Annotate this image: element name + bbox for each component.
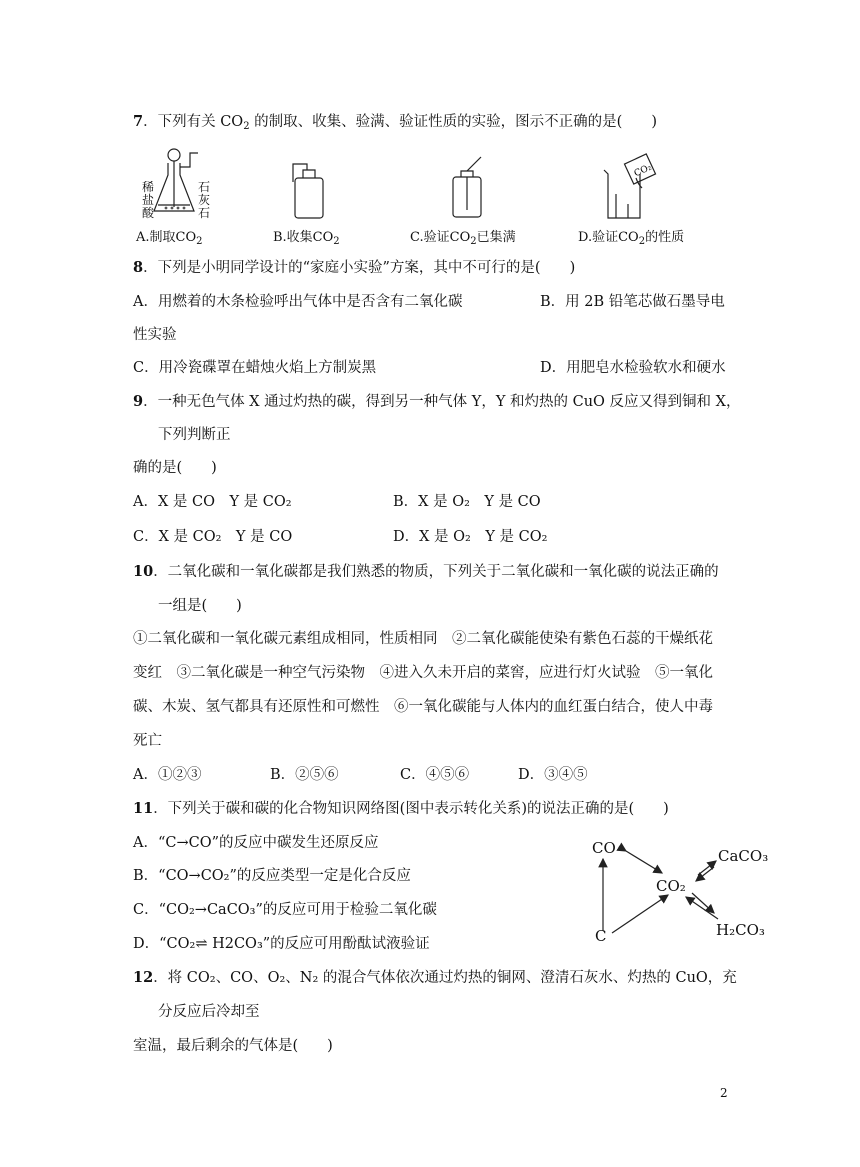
arrow-h2co3-to-co2	[686, 897, 718, 919]
q7-sub: 2	[243, 121, 250, 132]
q7-stem-post: 的制取、收集、验满、验证性质的实验，图示不正确的是( )	[249, 114, 657, 130]
fig-a-left-label	[142, 181, 154, 220]
arrow-c-to-co2	[612, 895, 668, 933]
fig-d-caption	[578, 226, 684, 245]
fig-c-caption-sub: 2	[470, 236, 477, 247]
fig-b-caption	[273, 226, 340, 245]
q9-stem-2: 下列判断正	[158, 427, 231, 443]
fig-a-left-2: 盐	[142, 193, 155, 207]
q8-number: 8	[133, 259, 144, 276]
q10-option-b: B．②⑤⑥	[270, 767, 339, 783]
q10-body-2: 变红 ③二氧化碳是一种空气污染物 ④进入久未开启的菜窖，应进行灯火试验 ⑤一氧化	[133, 665, 713, 681]
q10-option-c: C．④⑤⑥	[400, 767, 470, 783]
fig-a-left-1: 稀	[142, 180, 155, 194]
node-c: C	[595, 927, 607, 945]
q11-stem	[133, 799, 669, 819]
q11-option-c: C．“CO₂→CaCO₃”的反应可用于检验二氧化碳	[133, 902, 437, 918]
q7-number: 7	[133, 113, 144, 130]
fig-a-right-label	[198, 181, 210, 220]
q11-stem-text: ．下列关于碳和碳的化合物知识网络图(图中表示转化关系)的说法正确的是( )	[153, 801, 669, 817]
q10-option-a: A．①②③	[133, 767, 202, 783]
q12-stem-3: 室温，最后剩余的气体是( )	[133, 1038, 333, 1054]
figure-b-bottle	[285, 160, 335, 220]
q11-number: 11	[133, 800, 154, 817]
q10-stem-text: ．二氧化碳和一氧化碳都是我们熟悉的物质，下列关于二氧化碳和一氧化碳的说法正确的	[153, 564, 719, 580]
q7-stem	[133, 112, 657, 132]
page-number: 2	[720, 1086, 728, 1100]
figure-c-bottle	[443, 155, 493, 220]
fig-a-left-3: 酸	[142, 206, 155, 220]
fig-d-caption-text: D.验证CO	[578, 230, 639, 245]
node-h2co3: H₂CO₃	[716, 921, 765, 939]
node-co: CO	[592, 839, 616, 857]
fig-b-caption-text: B.收集CO	[273, 230, 334, 245]
q8-option-b-cont: 性实验	[133, 327, 177, 343]
fig-a-caption	[136, 226, 203, 245]
q10-option-d: D．③④⑤	[518, 767, 588, 783]
q9-option-d: D．X 是 O₂ Y 是 CO₂	[393, 529, 548, 545]
q10-stem-2: 一组是( )	[158, 598, 242, 614]
carbon-network-diagram	[590, 835, 780, 945]
q10-body-4: 死亡	[133, 733, 162, 749]
q10-stem	[133, 562, 719, 582]
q9-option-b: B．X 是 O₂ Y 是 CO	[393, 494, 541, 510]
q8-stem	[133, 258, 575, 278]
q8-stem-text: ．下列是小明同学设计的“家庭小实验”方案，其中不可行的是( )	[143, 260, 576, 276]
q11-option-b: B．“CO→CO₂”的反应类型一定是化合反应	[133, 868, 411, 884]
q10-number: 10	[133, 563, 154, 580]
q12-stem-text: ．将 CO₂、CO、O₂、N₂ 的混合气体依次通过灼热的铜网、澄清石灰水、灼热的 CuO，充	[153, 970, 737, 986]
q9-option-c: C．X 是 CO₂ Y 是 CO	[133, 529, 293, 545]
q9-stem-3: 确的是( )	[133, 460, 217, 476]
q12-number: 12	[133, 969, 154, 986]
q8-option-c: C．用冷瓷碟罩在蜡烛火焰上方制炭黑	[133, 360, 377, 376]
fig-b-caption-sub: 2	[333, 236, 340, 247]
node-co2: CO₂	[656, 877, 686, 895]
q10-body-1: ①二氧化碳和一氧化碳元素组成相同，性质相同 ②二氧化碳能使染有紫色石蕊的干燥纸花	[133, 631, 713, 647]
fig-c-caption	[410, 226, 516, 245]
q11-option-d: D．“CO₂⇌ H2CO₃”的反应可用酚酞试液验证	[133, 936, 430, 952]
node-caco3: CaCO₃	[718, 847, 769, 865]
fig-a-caption-text: A.制取CO	[136, 230, 197, 245]
q8-option-a: A．用燃着的木条检验呼出气体中是否含有二氧化碳	[133, 294, 463, 310]
fig-d-tag: CO₂	[632, 162, 654, 180]
q8-option-b: B．用 2B 铅笔芯做石墨导电	[540, 294, 725, 310]
q9-option-a: A．X 是 CO Y 是 CO₂	[133, 494, 292, 510]
q9-stem-text: ．一种无色气体 X 通过灼热的碳，得到另一种气体 Y，Y 和灼热的 CuO 反应又得到铜和 X，	[143, 394, 741, 410]
fig-d-caption-sub: 2	[638, 236, 646, 247]
figure-d-beaker	[600, 150, 690, 222]
arrow-co-co2	[626, 851, 662, 873]
fig-a-caption-sub: 2	[196, 236, 203, 247]
fig-c-caption-post: 已集满	[476, 230, 516, 245]
q12-stem-2: 分反应后冷却至	[158, 1004, 260, 1020]
fig-d-caption-post: 的性质	[645, 230, 685, 245]
q11-option-a: A．“C→CO”的反应中碳发生还原反应	[133, 835, 379, 851]
q12-stem	[133, 968, 737, 988]
fig-a-right-3: 石	[198, 206, 211, 220]
q7-stem-pre: ．下列有关 CO	[143, 114, 244, 130]
q9-number: 9	[133, 393, 144, 410]
q10-body-3: 碳、木炭、氢气都具有还原性和可燃性 ⑥一氧化碳能与人体内的血红蛋白结合，使人中毒	[133, 699, 713, 715]
fig-a-right-2: 灰	[198, 193, 211, 207]
fig-a-right-1: 石	[198, 180, 211, 194]
fig-c-caption-text: C.验证CO	[410, 230, 471, 245]
q8-option-d: D．用肥皂水检验软水和硬水	[540, 360, 726, 376]
q9-stem	[133, 392, 740, 412]
